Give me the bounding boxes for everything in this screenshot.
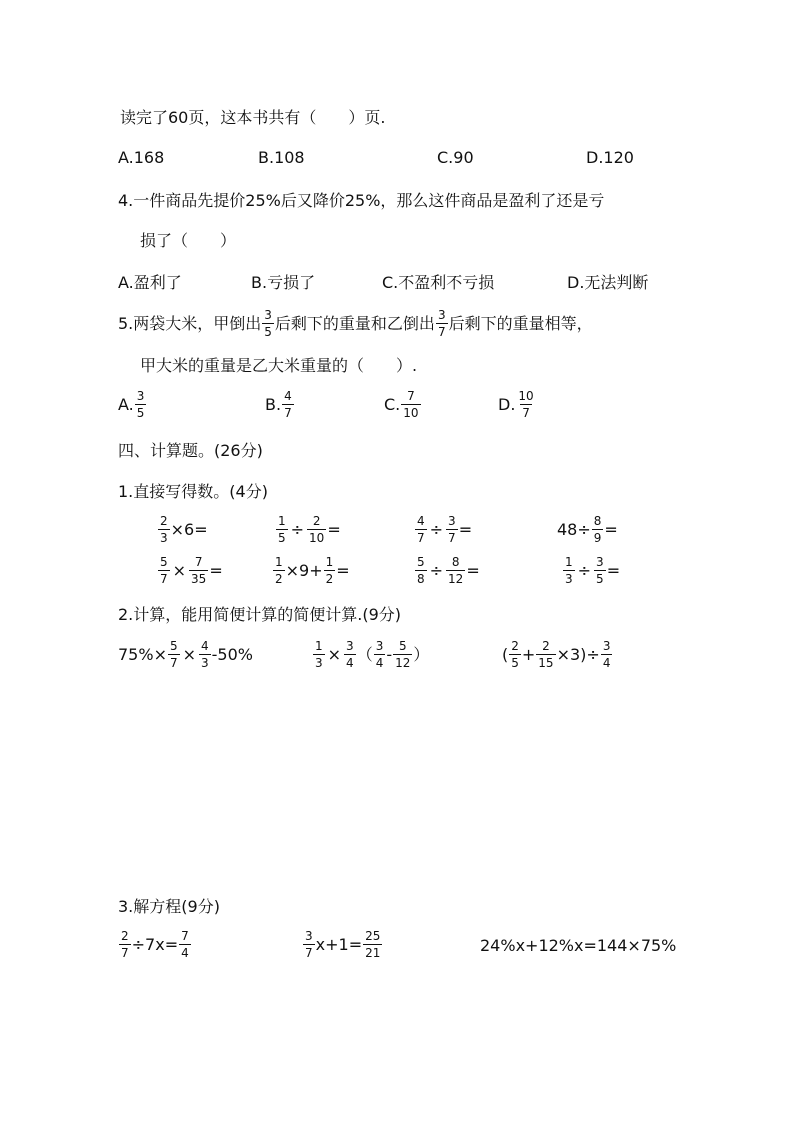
q5-text-2: 后剩下的重量和乙倒出 — [274, 313, 435, 333]
q3-option-d: D.120 — [586, 148, 634, 167]
fraction: $\frac{3}{7}$ — [437, 308, 446, 339]
q5-text-3: 后剩下的重量相等， — [448, 313, 593, 333]
sub2-expr-1: 75%× $\frac{5}{7}$ × $\frac{4}{3}$ -50% — [118, 639, 253, 670]
q4-option-c: C.不盈利不亏损 — [382, 273, 495, 292]
sub1-r2c2: $\frac{1}{2}$ ×9+ $\frac{1}{2}$ = — [275, 555, 350, 586]
section-4-title: 四、计算题。(26分) — [118, 441, 263, 460]
sub1-r2c4: $\frac{1}{3}$ ÷ $\frac{3}{5}$ = — [565, 555, 621, 586]
sub1-title: 1.直接写得数。(4分) — [118, 482, 268, 501]
sub3-eq-3: 24%x+12%x=144×75% — [480, 936, 677, 955]
q5-text-1: 5.两袋大米，甲倒出 — [118, 313, 262, 333]
sub1-r1c2: $\frac{1}{5}$ ÷ $\frac{2}{10}$ = — [278, 514, 341, 545]
q5-option-b: B. $\frac{4}{7}$ — [265, 389, 292, 420]
q5-stem-line1 — [118, 309, 593, 338]
q3-option-a: A.168 — [118, 148, 165, 167]
q4-option-d: D.无法判断 — [567, 273, 649, 292]
q5-option-c: C. $\frac{7}{10}$ — [384, 389, 419, 420]
sub1-r2c1: $\frac{5}{7}$ × $\frac{7}{35}$ = — [160, 555, 223, 586]
q4-stem-line1: 4.一件商品先提价25%后又降价25%，那么这件商品是盈利了还是亏 — [118, 191, 605, 210]
q3-stem-tail: 读完了60页，这本书共有（ ）页. — [120, 108, 386, 127]
sub3-eq-1: $\frac{2}{7}$ ÷7x= $\frac{7}{4}$ — [121, 929, 189, 960]
q5-stem-line2: 甲大米的重量是乙大米重量的（ ）. — [140, 356, 418, 375]
sub1-r1c1: $\frac{2}{3}$ ×6= — [160, 514, 208, 545]
sub1-r1c4: 48÷ $\frac{8}{9}$ = — [557, 514, 618, 545]
sub2-expr-2: $\frac{1}{3}$ × $\frac{3}{4}$ （ $\frac{3}{4}$ - $\frac{5}{12}$ ） — [315, 639, 430, 670]
sub1-r2c3: $\frac{5}{8}$ ÷ $\frac{8}{12}$ = — [417, 555, 480, 586]
sub1-r1c3: $\frac{4}{7}$ ÷ $\frac{3}{7}$ = — [417, 514, 473, 545]
sub3-eq-2: $\frac{3}{7}$ x+1= $\frac{25}{21}$ — [305, 929, 381, 960]
q4-option-a: A.盈利了 — [118, 273, 182, 292]
sub3-title: 3.解方程(9分) — [118, 897, 220, 916]
sub2-expr-3: ( $\frac{2}{5}$ + $\frac{2}{15}$ ×3)÷ $\frac{3}{4}$ — [502, 639, 611, 670]
sub2-title: 2.计算，能用简便计算的简便计算.(9分) — [118, 605, 402, 624]
q4-stem-line2: 损了（ ） — [140, 231, 237, 250]
q3-option-b: B.108 — [258, 148, 305, 167]
fraction: $\frac{3}{5}$ — [264, 308, 272, 339]
q5-option-d: D. $\frac{10}{7}$ — [498, 389, 534, 420]
q4-option-b: B.亏损了 — [251, 273, 316, 292]
q3-option-c: C.90 — [437, 148, 474, 167]
q5-option-a: A. $\frac{3}{5}$ — [118, 389, 145, 420]
